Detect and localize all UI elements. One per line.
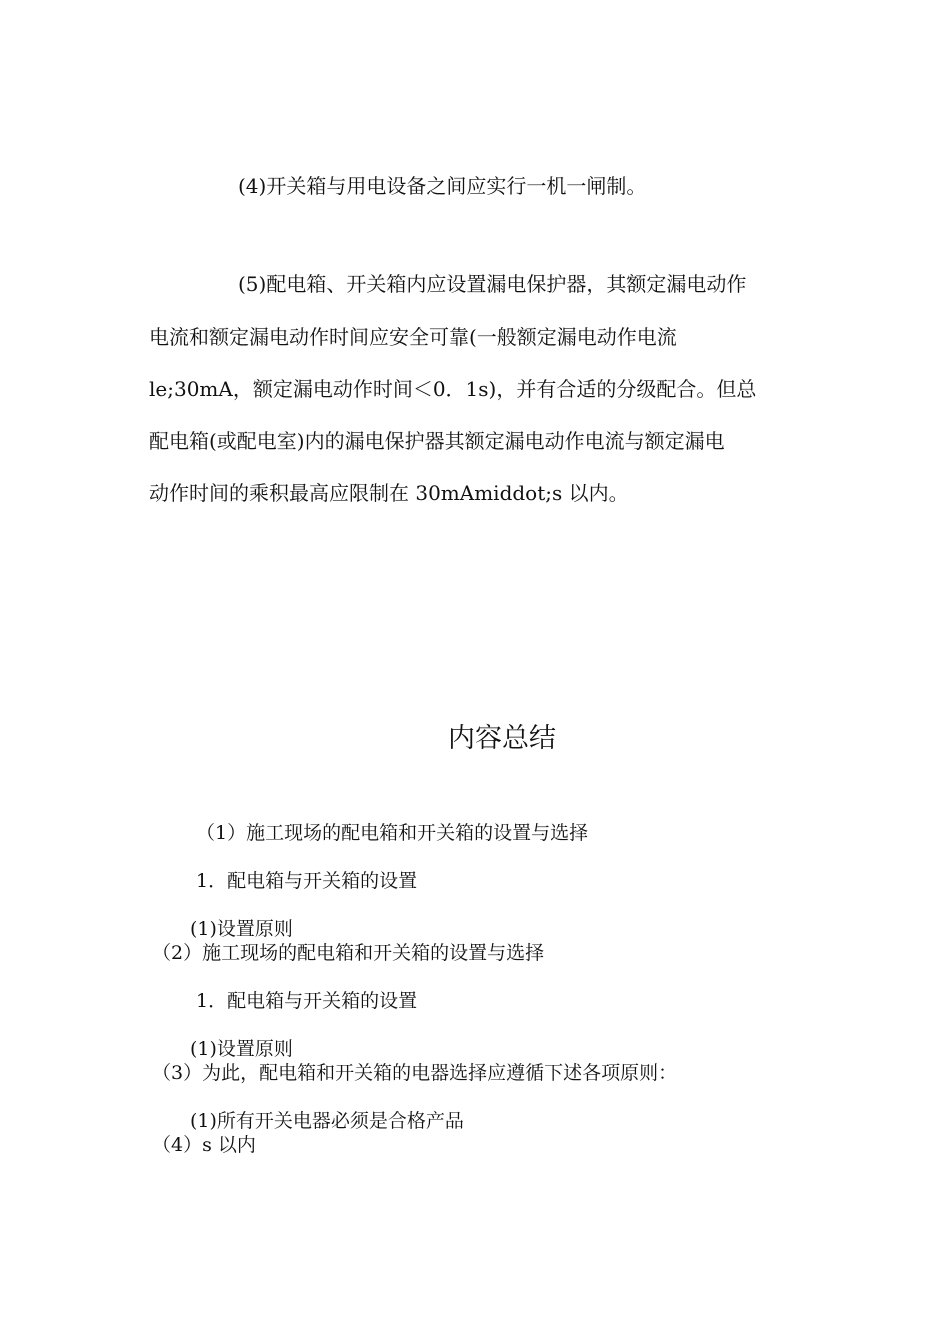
- summary-item: (1)设置原则: [190, 1038, 293, 1060]
- summary-item: 1．配电箱与开关箱的设置: [196, 870, 418, 892]
- paragraph-5-line-2: 电流和额定漏电动作时间应安全可靠(一般额定漏电动作电流: [149, 325, 677, 349]
- summary-item: （4）s 以内: [152, 1134, 256, 1156]
- paragraph-5-line-1: (5)配电箱、开关箱内应设置漏电保护器，其额定漏电动作: [238, 272, 747, 296]
- paragraph-5-line-5: 动作时间的乘积最高应限制在 30mAmiddot;s 以内。: [149, 481, 629, 505]
- paragraph-4: (4)开关箱与用电设备之间应实行一机一闸制。: [238, 174, 647, 198]
- summary-title: 内容总结: [448, 723, 556, 754]
- summary-item: （1）施工现场的配电箱和开关箱的设置与选择: [196, 822, 589, 844]
- summary-item: (1)设置原则: [190, 918, 293, 940]
- paragraph-5-line-3: le;30mA，额定漏电动作时间＜0．1s)，并有合适的分级配合。但总: [149, 377, 757, 401]
- summary-item: 1．配电箱与开关箱的设置: [196, 990, 418, 1012]
- paragraph-5-line-4: 配电箱(或配电室)内的漏电保护器其额定漏电动作电流与额定漏电: [149, 429, 725, 453]
- summary-item: （2）施工现场的配电箱和开关箱的设置与选择: [152, 942, 545, 964]
- summary-item: （3）为此，配电箱和开关箱的电器选择应遵循下述各项原则：: [152, 1062, 678, 1084]
- summary-item: (1)所有开关电器必须是合格产品: [190, 1110, 464, 1132]
